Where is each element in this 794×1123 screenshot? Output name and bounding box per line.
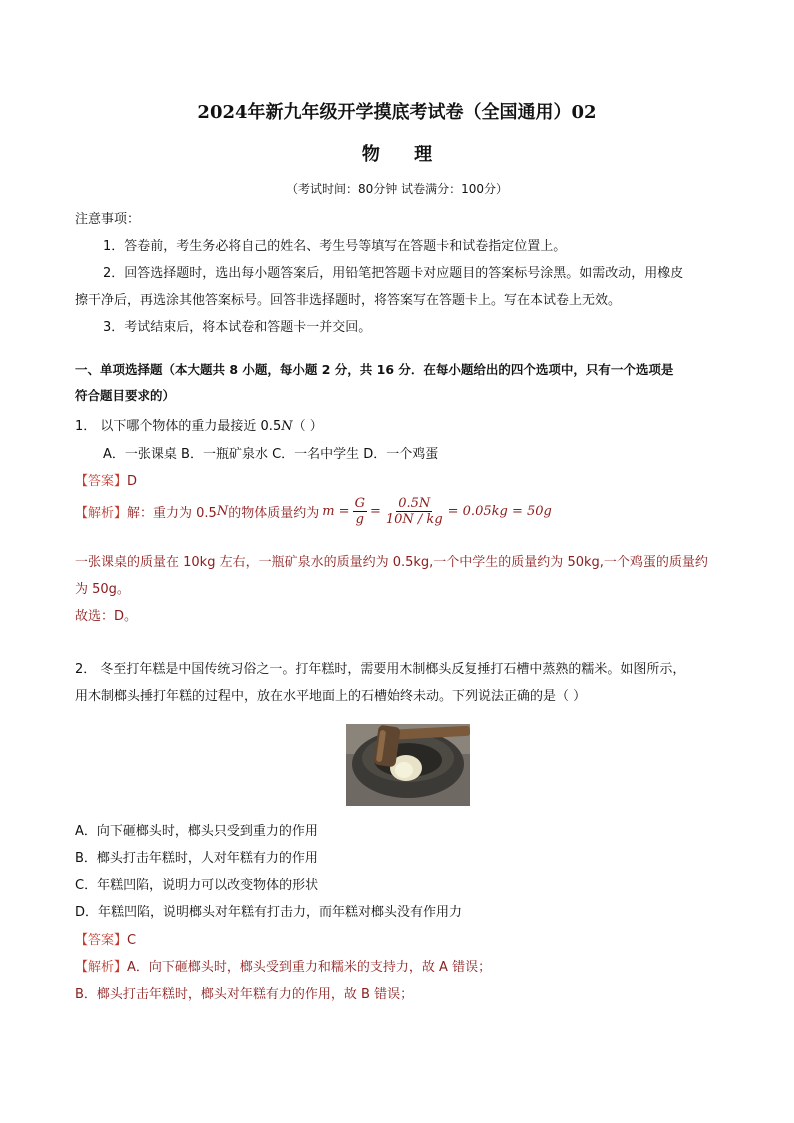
q2-option-b: B．榔头打击年糕时，人对年糕有力的作用	[75, 851, 318, 866]
q1-answer-tag: 【答案】	[75, 474, 128, 489]
q1-stem	[75, 415, 323, 434]
fraction-numerator: 0.5N	[398, 496, 431, 511]
fraction-numerator: G	[354, 496, 365, 511]
stone-mortar-illustration	[346, 724, 470, 806]
q1-options: A．一张课桌 B．一瓶矿泉水 C．一名中学生 D．一个鸡蛋	[103, 447, 439, 462]
formula-lhs: m =	[322, 504, 350, 519]
notice-item-2a: 2．回答选择题时，选出每小题答案后，用铅笔把答题卡对应题目的答案标号涂黑。如需改动，用橡皮	[103, 266, 684, 281]
q1-answer-value: D	[127, 474, 138, 489]
notice-heading: 注意事项：	[75, 212, 141, 227]
q2-option-c: C．年糕凹陷，说明力可以改变物体的形状	[75, 878, 319, 893]
fraction-denominator: g	[355, 512, 364, 527]
section-heading-a: 一、单项选择题（本大题共 8 小题，每小题 2 分，共 16 分．在每小题给出的四个选项中，只有一个选项是	[75, 362, 674, 377]
q1-stem-unit: N	[281, 419, 293, 434]
q1-analysis-prefix: 解：重力为 0.5	[127, 506, 217, 521]
q1-stem-prefix: 1． 以下哪个物体的重力最接近 0.5	[75, 419, 282, 434]
notice-item-2b: 擦干净后，再选涂其他答案标号。回答非选择题时，将答案写在答题卡上。写在本试卷上无效。	[75, 293, 622, 308]
q2-stem-b: 用木制榔头捶打年糕的过程中，放在水平地面上的石槽始终未动。下列说法正确的是（ ）	[75, 689, 587, 704]
q1-analysis-unit: N	[216, 504, 229, 519]
q2-analysis-b: B．榔头打击年糕时，榔头对年糕有力的作用，故 B 错误；	[75, 987, 414, 1002]
fraction-force-over-g	[384, 496, 445, 527]
q2-answer-tag: 【答案】	[75, 933, 128, 948]
notice-item-3: 3．考试结束后，将本试卷和答题卡一并交回。	[103, 320, 372, 335]
q1-stem-suffix: （ ）	[292, 419, 323, 434]
q2-option-d: D．年糕凹陷，说明榔头对年糕有打击力，而年糕对榔头没有作用力	[75, 905, 463, 920]
q2-analysis-text-a: A．向下砸榔头时，榔头受到重力和糯米的支持力，故 A 错误；	[127, 960, 492, 975]
q1-answer	[75, 470, 137, 489]
formula-rhs: = 0.05kg = 50g	[447, 504, 552, 519]
q2-answer-value: C	[127, 933, 137, 948]
q2-analysis-a	[75, 956, 491, 975]
q1-analysis-line2: 一张课桌的质量在 10kg 左右，一瓶矿泉水的质量约为 0.5kg,一个中学生的质量约为 50kg,一个鸡蛋的质量约	[75, 555, 708, 570]
q1-analysis-mid: 的物体质量约为	[228, 506, 320, 521]
q1-analysis	[75, 496, 552, 527]
section-heading-b: 符合题目要求的）	[75, 388, 176, 403]
q1-analysis-line3: 为 50g。	[75, 582, 130, 597]
q1-conclusion: 故选：D。	[75, 609, 138, 624]
fraction-g-over-g	[353, 496, 367, 527]
notice-item-1: 1．答卷前，考生务必将自己的姓名、考生号等填写在答题卡和试卷指定位置上。	[103, 239, 567, 254]
q2-option-a: A．向下砸榔头时，榔头只受到重力的作用	[75, 824, 318, 839]
stone-mortar-photo	[346, 724, 470, 806]
fraction-denominator: 10N / kg	[385, 512, 443, 527]
formula-equals: =	[369, 504, 381, 519]
page-title: 2024年新九年级开学摸底考试卷（全国通用）02	[197, 102, 597, 123]
exam-info: （考试时间：80分钟 试卷满分：100分）	[286, 182, 508, 196]
q1-analysis-tag: 【解析】	[75, 506, 128, 521]
subject-title: 物 理	[361, 144, 447, 165]
q2-stem-a: 2． 冬至打年糕是中国传统习俗之一。打年糕时，需要用木制榔头反复捶打石槽中蒸熟的糯米。如图所示，	[75, 662, 686, 677]
q2-answer	[75, 929, 136, 948]
q2-analysis-tag: 【解析】	[75, 960, 128, 975]
